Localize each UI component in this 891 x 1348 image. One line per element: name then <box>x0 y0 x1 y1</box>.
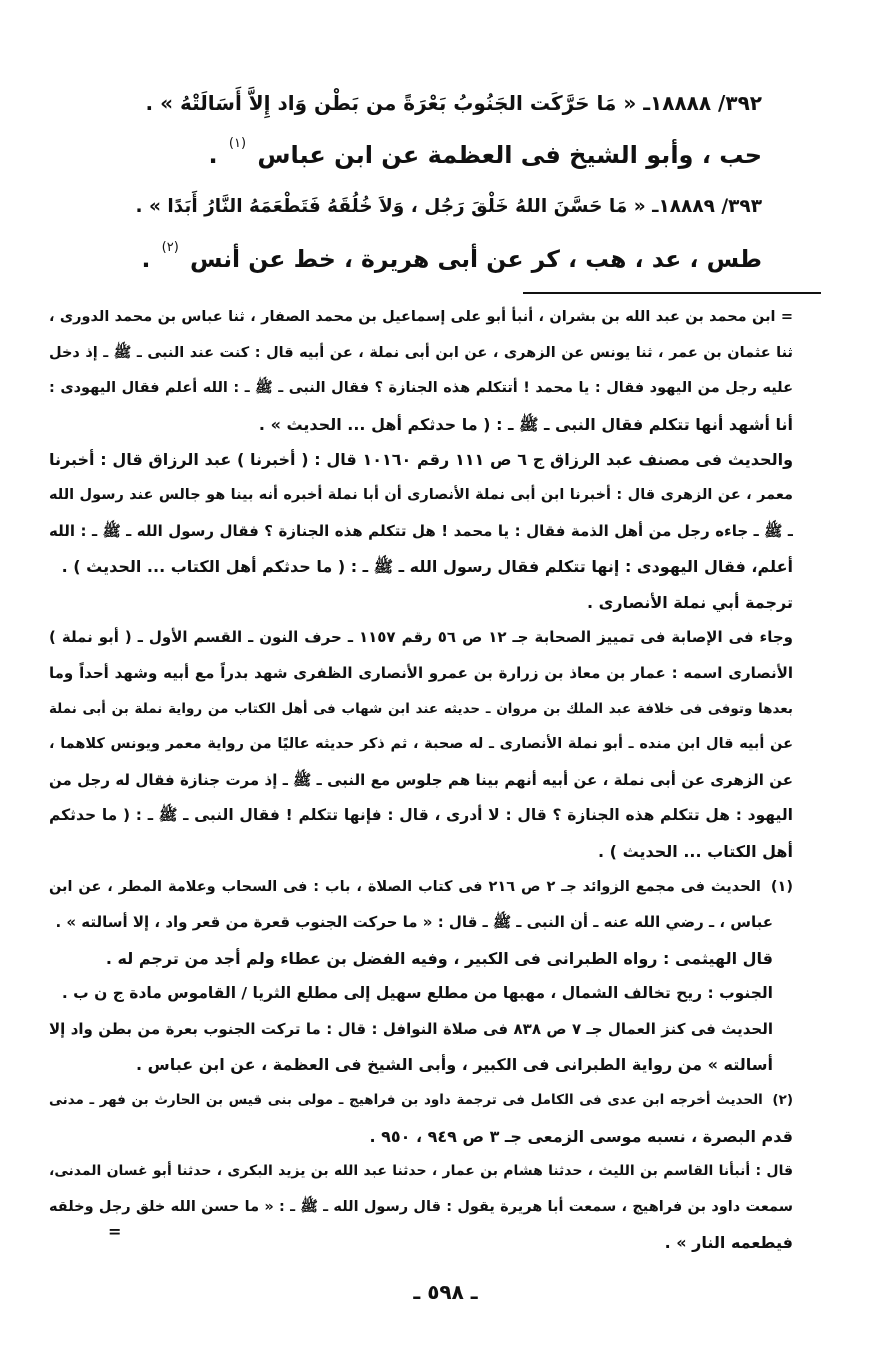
note-line: ـ ﷺ ـ جاءه رجل من أهل الذمة فقال : يا محمد ! هل تتكلم هذه الجنازة ؟ فقال رسول الله ـ ﷺ ـ : الله <box>49 521 793 540</box>
note-line <box>49 1190 793 1226</box>
note-line: بعدها وتوفى فى خلافة عبد الملك بن مروان ـ حديثه عند ابن شهاب فى أهل الكتاب من رواية نملة بن أبى نملة <box>49 700 793 717</box>
footnote-paragraph <box>49 870 793 941</box>
main-line-text: حب ، وأبو الشيخ فى العظمة عن ابن عباس <box>257 141 762 169</box>
main-line <box>132 129 762 181</box>
footnote-marker: (٢) <box>772 1092 793 1109</box>
carried-note-paragraph <box>49 620 793 869</box>
note-line <box>49 1154 793 1190</box>
note-line <box>49 941 773 977</box>
note-line: والحديث فى مصنف عبد الرزاق ج ٦ ص ١١١ رقم ١٠١٦٠ قال : ( أخبرنا ) عبد الرزاق قال : أخبرنا <box>49 450 793 470</box>
note-line: ثنا عثمان بن عمر ، ثنا يونس عن الزهرى ، عن ابن أبى نملة ، عن أبيه قال : كنت عند النبى ـ ﷺ ـ إذ دخل <box>49 344 793 361</box>
main-text <box>132 77 762 285</box>
main-line-text: طس ، عد ، هب ، كر عن أبى هريرة ، خط عن أنس <box>190 245 762 273</box>
main-line-end: . <box>141 245 151 273</box>
note-line: معمر ، عن الزهرى قال : أخبرنا ابن أبى نملة الأنصارى أن أبا نملة أخبره أنه بينا هو جالس عند رسول الله <box>49 486 793 503</box>
footnote-paragraph <box>49 1154 793 1261</box>
note-line <box>49 1083 793 1119</box>
note-line: عليه رجل من اليهود فقال : يا محمد ! أتتكلم هذه الجنازة ؟ فقال النبى ـ ﷺ ـ : الله أعلم فقال اليهودى : <box>49 380 793 397</box>
note-line: أعلم، فقال اليهودى : إنها تتكلم فقال رسول الله ـ ﷺ ـ : ( ما حدثكم أهل الكتاب ... الحديث ) . <box>61 557 793 577</box>
note-line: عن الزهرى عن أبى نملة ، عن أبيه أنهم بينا هم جلوس مع النبى ـ ﷺ ـ إذ مرت جنازة فقال له رجل من <box>49 770 793 789</box>
note-line-text: قدم البصرة ، نسبه موسى الزمعى جـ ٣ ص ٩٤٩ ، ٩٥٠ . <box>369 1126 793 1146</box>
main-line <box>132 181 762 233</box>
note-line-text: عباس ، ـ رضي الله عنه ـ أن النبى ـ ﷺ ـ قال : « ما حركت الجنوب قعرة من قعر واد ، إلا أسالته » . <box>55 913 773 932</box>
note-line: وجاء فى الإصابة فى تمييز الصحابة جـ ١٢ ص ٥٦ رقم ١١٥٧ ـ حرف النون ـ القسم الأول ـ ( أبو نملة ) <box>49 628 793 647</box>
note-line <box>49 1047 773 1083</box>
footnote-divider <box>523 292 821 294</box>
note-line <box>49 1012 773 1048</box>
note-line: اليهود : هل تتكلم هذه الجنازة ؟ قال : لا أدرى ، قال : فإنها تتكلم ! فقال النبى ـ ﷺ ـ : ( ما حدثكم <box>49 806 793 825</box>
footnote-ref: (١) <box>228 136 247 151</box>
note-line-text: قال : أنبأنا القاسم بن الليث ، حدثنا هشام بن عمار ، حدثنا عبد الله بن يزيد البكرى ، حدثنا أبو غسان المدنى، <box>49 1163 793 1180</box>
note-line-text: قال الهيثمى : رواه الطبرانى فى الكبير ، وفيه الفضل بن عطاء ولم أجد من ترجم له . <box>105 948 773 968</box>
note-line: = ابن محمد بن عبد الله بن بشران ، أنبأ أبو على إسماعيل بن محمد الصفار ، ثنا عباس بن محمد الدورى ، <box>49 309 793 325</box>
note-line <box>49 905 773 941</box>
note-line-text: الحديث فى كنز العمال جـ ٧ ص ٨٣٨ فى صلاة النوافل : قال : ما تركت الجنوب بعرة من بطن واد إلا <box>49 1019 773 1038</box>
footnote-paragraph <box>49 1012 793 1083</box>
note-line: عن أبيه قال ابن منده ـ أبو نملة الأنصارى ـ له صحبة ، ثم ذكر حديثه عاليًا من رواية معمر ويونس كلاهما ، <box>49 736 793 753</box>
note-line <box>49 1225 793 1261</box>
note-line: ترجمة أبي نملة الأنصارى . <box>587 592 793 612</box>
note-line <box>49 1119 793 1155</box>
note-line: أهل الكتاب ... الحديث ) . <box>598 841 793 861</box>
note-line-text: فيطعمه النار » . <box>664 1233 793 1253</box>
footnote-marker: (١) <box>770 878 793 895</box>
carried-note-paragraph <box>49 585 793 621</box>
note-line: أنا أشهد أنها تتكلم فقال النبى ـ ﷺ ـ : ( ما حدثكم أهل ... الحديث » . <box>258 414 793 434</box>
continuation-mark: = <box>108 1222 122 1241</box>
footnote-paragraph <box>49 1083 793 1154</box>
main-line-text: ٣٩٣/ ١٨٨٨٩ـ « مَا حَسَّنَ اللهُ خَلْقَ رَجُل ، وَلاَ خُلُقَهُ فَتَطْعَمَهُ النَّارُ أَبَدًا » . <box>135 196 762 217</box>
note-line-text: الجنوب : ريح تخالف الشمال ، مهبها من مطلع سهيل إلى مطلع الثريا / القاموس مادة ج ن ب . <box>61 984 773 1003</box>
main-line <box>132 77 762 129</box>
carried-note-paragraph <box>49 442 793 584</box>
main-line-text: ٣٩٢/ ١٨٨٨٨ـ « مَا حَرَّكَت الجَنُوبُ بَعْرَةً من بَطْن وَاد إِلاَّ أَسَالَتْهُ » . <box>145 91 762 115</box>
page-number: ـ ٥٩٨ ـ <box>413 1280 478 1304</box>
carried-note-paragraph <box>49 300 793 442</box>
footnote-paragraph <box>49 976 793 1012</box>
footnote-2 <box>49 1083 793 1261</box>
note-line <box>49 870 793 906</box>
note-line-text: سمعت داود بن فراهيج ، سمعت أبا هريرة يقول : قال رسول الله ـ ﷺ ـ : « ما حسن الله خلق رجل وخلقه <box>49 1198 793 1215</box>
main-line-end: . <box>208 141 218 169</box>
note-line-text: الحديث فى مجمع الزوائد جـ ٢ ص ٢١٦ فى كتاب الصلاة ، باب : فى السحاب وعلامة المطر ، عن ابن <box>49 878 761 895</box>
note-line-text: أسالته » من رواية الطبرانى فى الكبير ، وأبى الشيخ فى العظمة ، عن ابن عباس . <box>136 1055 773 1075</box>
note-line: الأنصارى اسمه : عمار بن معاذ بن زرارة بن عمرو الأنصارى الظفرى شهد بدراً مع أبيه وشهد أحداً وما <box>49 663 793 682</box>
note-line <box>49 976 773 1012</box>
footnote-paragraph <box>49 941 793 977</box>
footnote-1 <box>49 870 793 1084</box>
main-line <box>132 233 762 285</box>
footnote-ref: (٢) <box>161 240 179 255</box>
footnotes <box>49 300 793 1261</box>
note-line-text: الحديث أخرجه ابن عدى فى الكامل فى ترجمة داود بن فراهيج ـ مولى بنى قيس بن الحارث بن فهر ـ مدنى <box>49 1092 763 1109</box>
